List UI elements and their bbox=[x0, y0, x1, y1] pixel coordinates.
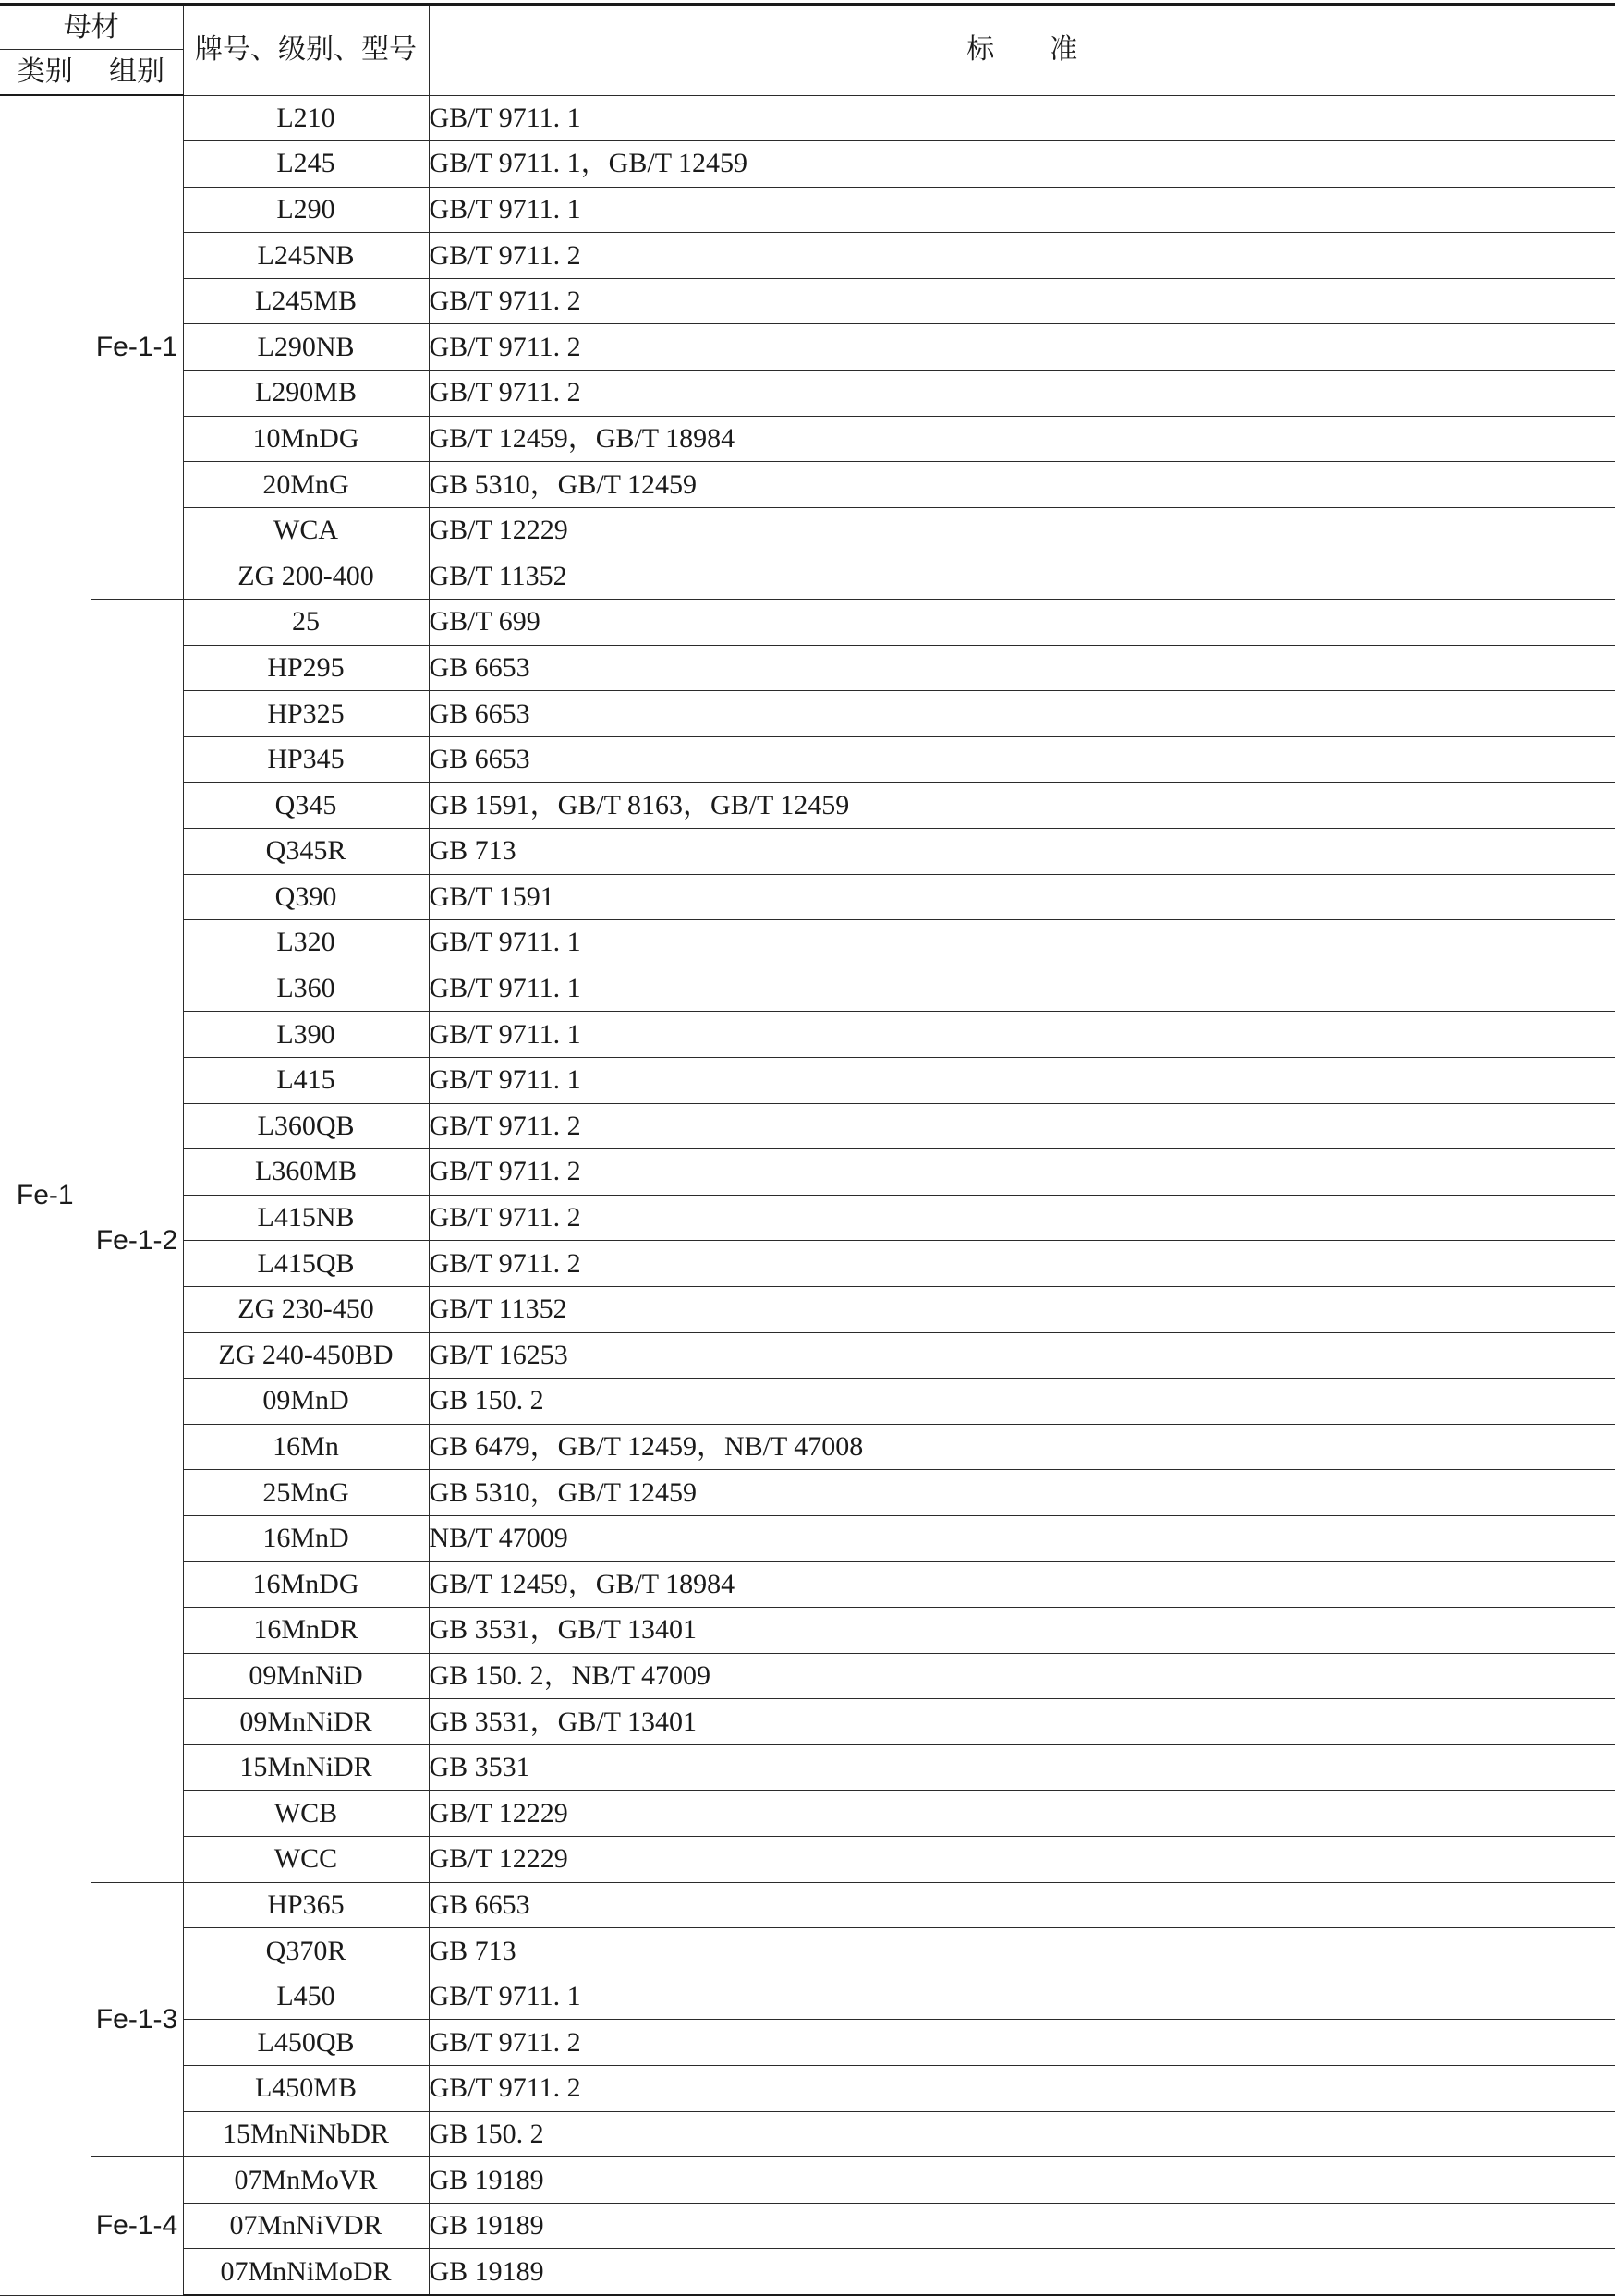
grade-cell: L245MB bbox=[183, 278, 429, 324]
header-standard-part-1: 标 bbox=[966, 34, 995, 66]
table-row bbox=[0, 645, 1615, 691]
standard-cell: GB/T 9711. 2 bbox=[429, 278, 1615, 324]
grade-cell: Q390 bbox=[183, 874, 429, 920]
grade-cell: HP325 bbox=[183, 691, 429, 737]
table-row bbox=[0, 2066, 1615, 2112]
standard-cell: GB/T 9711. 1 bbox=[429, 1012, 1615, 1058]
grade-cell: 20MnG bbox=[183, 462, 429, 508]
standard-cell: GB 3531 bbox=[429, 1744, 1615, 1791]
grade-cell: 25MnG bbox=[183, 1470, 429, 1516]
standard-cell: GB 6653 bbox=[429, 691, 1615, 737]
standard-cell: GB/T 9711. 1 bbox=[429, 95, 1615, 141]
table-row bbox=[0, 507, 1615, 553]
table-row bbox=[0, 1974, 1615, 2020]
grade-cell: 07MnNiMoDR bbox=[183, 2249, 429, 2295]
grade-cell: 15MnNiDR bbox=[183, 1744, 429, 1791]
standard-cell: GB/T 9711. 1 bbox=[429, 966, 1615, 1012]
table-row bbox=[0, 1057, 1615, 1103]
standard-cell: GB 6653 bbox=[429, 645, 1615, 691]
group-cell: Fe-1-3 bbox=[91, 1882, 183, 2157]
standard-cell: GB 6653 bbox=[429, 1882, 1615, 1928]
grade-cell: HP365 bbox=[183, 1882, 429, 1928]
grade-cell: L450QB bbox=[183, 2020, 429, 2066]
grade-cell: 07MnNiVDR bbox=[183, 2203, 429, 2249]
standard-cell: GB/T 12229 bbox=[429, 507, 1615, 553]
grade-cell: L450 bbox=[183, 1974, 429, 2020]
standard-cell: GB/T 699 bbox=[429, 600, 1615, 646]
table-row bbox=[0, 920, 1615, 966]
header-standard bbox=[429, 5, 1615, 96]
group-cell: Fe-1-4 bbox=[91, 2157, 183, 2295]
material-standards-table bbox=[0, 3, 1615, 2296]
table-row bbox=[0, 1837, 1615, 1883]
table-row bbox=[0, 2249, 1615, 2295]
table-row bbox=[0, 874, 1615, 920]
grade-cell: ZG 240-450BD bbox=[183, 1332, 429, 1379]
grade-cell: L415 bbox=[183, 1057, 429, 1103]
grade-cell: 10MnDG bbox=[183, 416, 429, 462]
table-row bbox=[0, 783, 1615, 829]
grade-cell: 16MnDG bbox=[183, 1561, 429, 1608]
grade-cell: 16MnDR bbox=[183, 1608, 429, 1654]
standard-cell: GB/T 9711. 2 bbox=[429, 2066, 1615, 2112]
grade-cell: HP345 bbox=[183, 736, 429, 783]
standard-cell: GB 713 bbox=[429, 1928, 1615, 1974]
standard-cell: GB/T 9711. 2 bbox=[429, 1241, 1615, 1287]
table-row bbox=[0, 600, 1615, 646]
grade-cell: 09MnNiDR bbox=[183, 1699, 429, 1745]
table-row bbox=[0, 2020, 1615, 2066]
standard-cell: GB 5310，GB/T 12459 bbox=[429, 1470, 1615, 1516]
standard-cell: GB/T 9711. 2 bbox=[429, 324, 1615, 371]
table-row bbox=[0, 2157, 1615, 2204]
table-row bbox=[0, 1012, 1615, 1058]
table-row bbox=[0, 1286, 1615, 1332]
grade-cell: L390 bbox=[183, 1012, 429, 1058]
standard-cell: GB 150. 2 bbox=[429, 2111, 1615, 2157]
standard-cell: GB/T 11352 bbox=[429, 553, 1615, 600]
table-row bbox=[0, 1103, 1615, 1149]
grade-cell: WCC bbox=[183, 1837, 429, 1883]
standard-cell: GB 6653 bbox=[429, 736, 1615, 783]
grade-cell: Q370R bbox=[183, 1928, 429, 1974]
standard-cell: GB 5310，GB/T 12459 bbox=[429, 462, 1615, 508]
standard-cell: GB/T 9711. 2 bbox=[429, 371, 1615, 417]
standard-cell: GB/T 11352 bbox=[429, 1286, 1615, 1332]
grade-cell: Q345R bbox=[183, 829, 429, 875]
standard-cell: GB/T 1591 bbox=[429, 874, 1615, 920]
standard-cell: GB/T 9711. 2 bbox=[429, 2020, 1615, 2066]
header-category: 类别 bbox=[0, 50, 91, 96]
standard-cell: GB/T 9711. 1 bbox=[429, 1057, 1615, 1103]
category-cell: Fe-1 bbox=[0, 95, 91, 2295]
standard-cell: GB/T 12459，GB/T 18984 bbox=[429, 1561, 1615, 1608]
table-row bbox=[0, 462, 1615, 508]
standard-cell: GB/T 12229 bbox=[429, 1791, 1615, 1837]
grade-cell: WCA bbox=[183, 507, 429, 553]
header-grade: 牌号、级别、型号 bbox=[183, 5, 429, 96]
grade-cell: ZG 200-400 bbox=[183, 553, 429, 600]
table-row bbox=[0, 736, 1615, 783]
standard-cell: GB 713 bbox=[429, 829, 1615, 875]
table-row bbox=[0, 95, 1615, 141]
table-row bbox=[0, 1515, 1615, 1561]
standard-cell: GB 1591，GB/T 8163，GB/T 12459 bbox=[429, 783, 1615, 829]
grade-cell: L415NB bbox=[183, 1195, 429, 1241]
standard-cell: GB 19189 bbox=[429, 2157, 1615, 2204]
table-row bbox=[0, 1195, 1615, 1241]
grade-cell: 16MnD bbox=[183, 1515, 429, 1561]
standard-cell: GB/T 9711. 1 bbox=[429, 1974, 1615, 2020]
standard-cell: GB/T 9711. 2 bbox=[429, 1149, 1615, 1196]
grade-cell: L245NB bbox=[183, 233, 429, 279]
grade-cell: 07MnMoVR bbox=[183, 2157, 429, 2204]
standard-cell: GB 3531，GB/T 13401 bbox=[429, 1608, 1615, 1654]
table-row bbox=[0, 1928, 1615, 1974]
grade-cell: L360 bbox=[183, 966, 429, 1012]
header-standard-part-2: 准 bbox=[1050, 34, 1078, 66]
table-row bbox=[0, 553, 1615, 600]
grade-cell: L245 bbox=[183, 141, 429, 188]
table-row bbox=[0, 1241, 1615, 1287]
table-row bbox=[0, 1699, 1615, 1745]
table-row bbox=[0, 1882, 1615, 1928]
table-row bbox=[0, 233, 1615, 279]
table-row bbox=[0, 1744, 1615, 1791]
standard-cell: GB/T 9711. 1 bbox=[429, 187, 1615, 233]
grade-cell: Q345 bbox=[183, 783, 429, 829]
table-row bbox=[0, 278, 1615, 324]
grade-cell: HP295 bbox=[183, 645, 429, 691]
grade-cell: WCB bbox=[183, 1791, 429, 1837]
table-row bbox=[0, 1470, 1615, 1516]
standard-cell: GB/T 9711. 1 bbox=[429, 920, 1615, 966]
standard-cell: GB 6479，GB/T 12459，NB/T 47008 bbox=[429, 1424, 1615, 1470]
table-row bbox=[0, 324, 1615, 371]
standard-cell: GB 19189 bbox=[429, 2249, 1615, 2295]
grade-cell: 09MnNiD bbox=[183, 1653, 429, 1699]
standard-cell: GB/T 9711. 2 bbox=[429, 1103, 1615, 1149]
grade-cell: 25 bbox=[183, 600, 429, 646]
table-row bbox=[0, 1608, 1615, 1654]
table-row bbox=[0, 829, 1615, 875]
header-base-material: 母材 bbox=[0, 5, 183, 50]
table-row bbox=[0, 1791, 1615, 1837]
table-row bbox=[0, 966, 1615, 1012]
table-header bbox=[0, 5, 1615, 96]
grade-cell: L360MB bbox=[183, 1149, 429, 1196]
grade-cell: L290NB bbox=[183, 324, 429, 371]
standard-cell: GB/T 12229 bbox=[429, 1837, 1615, 1883]
table-row bbox=[0, 141, 1615, 188]
header-group: 组别 bbox=[91, 50, 183, 96]
table-row bbox=[0, 1653, 1615, 1699]
standard-cell: GB 3531，GB/T 13401 bbox=[429, 1699, 1615, 1745]
table-row bbox=[0, 1379, 1615, 1425]
grade-cell: L415QB bbox=[183, 1241, 429, 1287]
table-row bbox=[0, 691, 1615, 737]
standard-cell: GB/T 9711. 1，GB/T 12459 bbox=[429, 141, 1615, 188]
grade-cell: 16Mn bbox=[183, 1424, 429, 1470]
table-row bbox=[0, 187, 1615, 233]
grade-cell: L290MB bbox=[183, 371, 429, 417]
grade-cell: L290 bbox=[183, 187, 429, 233]
grade-cell: L360QB bbox=[183, 1103, 429, 1149]
standard-cell: GB 150. 2 bbox=[429, 1379, 1615, 1425]
group-cell: Fe-1-1 bbox=[91, 95, 183, 600]
standard-cell: GB/T 16253 bbox=[429, 1332, 1615, 1379]
table-row bbox=[0, 1424, 1615, 1470]
standard-cell: GB/T 12459，GB/T 18984 bbox=[429, 416, 1615, 462]
table-body bbox=[0, 95, 1615, 2295]
grade-cell: L210 bbox=[183, 95, 429, 141]
table-row bbox=[0, 371, 1615, 417]
standard-cell: GB 19189 bbox=[429, 2203, 1615, 2249]
grade-cell: 15MnNiNbDR bbox=[183, 2111, 429, 2157]
grade-cell: ZG 230-450 bbox=[183, 1286, 429, 1332]
standard-cell: GB 150. 2，NB/T 47009 bbox=[429, 1653, 1615, 1699]
table-row bbox=[0, 2111, 1615, 2157]
standard-cell: GB/T 9711. 2 bbox=[429, 233, 1615, 279]
table-row bbox=[0, 416, 1615, 462]
table-row bbox=[0, 1149, 1615, 1196]
standard-cell: NB/T 47009 bbox=[429, 1515, 1615, 1561]
table-row bbox=[0, 1332, 1615, 1379]
grade-cell: L320 bbox=[183, 920, 429, 966]
standard-cell: GB/T 9711. 2 bbox=[429, 1195, 1615, 1241]
grade-cell: L450MB bbox=[183, 2066, 429, 2112]
table-row bbox=[0, 2203, 1615, 2249]
grade-cell: 09MnD bbox=[183, 1379, 429, 1425]
group-cell: Fe-1-2 bbox=[91, 600, 183, 1883]
table-row bbox=[0, 1561, 1615, 1608]
